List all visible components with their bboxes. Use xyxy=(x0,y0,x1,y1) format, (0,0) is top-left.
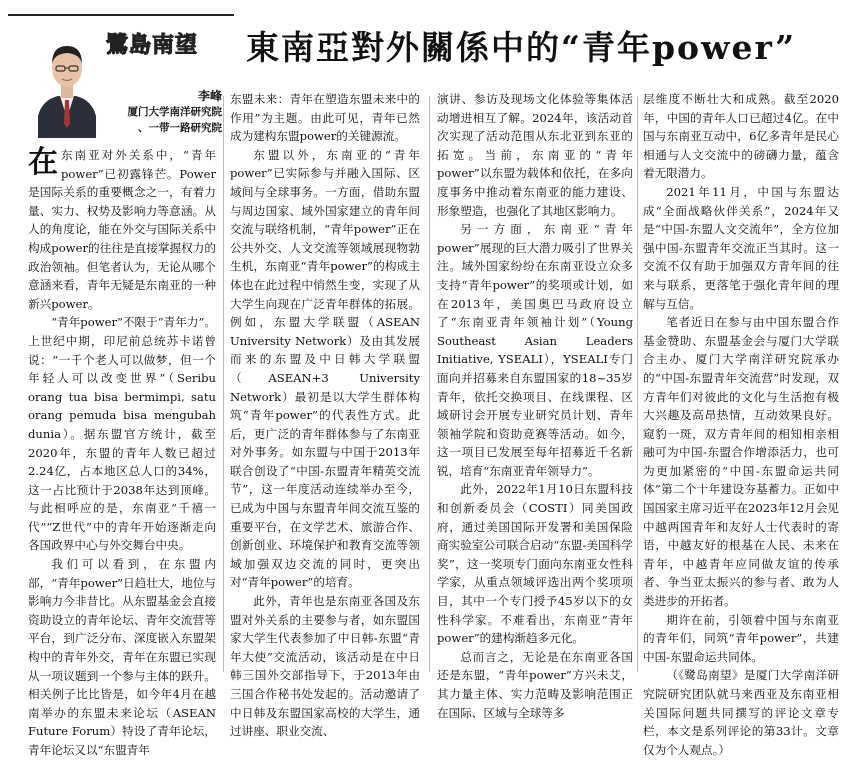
author-affiliation-2: 、一带一路研究院 xyxy=(138,122,222,134)
paragraph: 另一方面，东南亚“青年power”展现的巨大潜力吸引了世界关注。域外国家纷纷在东南亚设立众多支持“青年power”的奖项或计划，如在2013年，美国奥巴马政府设立了“东南亚青年领袖计划”（Young Southeast Asian Leaders Initiative, YSEALI），YSEALI专门面向并招募来自东盟国家的18~35岁青年，依托交换项目、在线课程、区域研讨会开展专业研究员计划、青年领袖学院和资助竞赛等活动。如今，这一项目已发展至每年招募近千名新锐，培育“东南亚青年领导力”。 xyxy=(437,222,633,478)
author-photo xyxy=(36,28,98,138)
paragraph: 此外，青年也是东南亚各国及东盟对外关系的主要参与者，如东盟国家大学生代表参加了中日韩-东盟“青年大使”交流活动，该活动是在中日韩三国外交部指导下，于2013年由三国合作秘书处发起的。活动邀请了中日韩及东盟国家高校的大学生，通过讲座、职业交流、 xyxy=(230,594,420,739)
drop-cap: 在 xyxy=(28,145,58,180)
paragraph: 东盟以外，东南亚的“青年power”已实际参与并融入国际、区域间与全球事务。一方面，借助东盟与周边国家、域外国家建立的青年间交流与联络机制，“青年power”正在公共外交、人文交流等领域展现物勃生机，东南亚“青年power”的构成主体也在此过程中悄然生变，实现了从大学生向现在广泛青年群体的拓展。例如，东盟大学联盟（ASEAN University Network）及由其发展而来的东盟及中日韩大学联盟（ASEAN+3 University Network）最初是以大学生群体构筑“青年power”的代表性方式。此后，更广泛的青年群体参与了东南亚对外事务。如东盟与中国于2013年联合创设了“中国-东盟青年精英交流节”，这一年度活动连续举办至今，已成为中国与东盟青年间交流互鉴的重要平台，在文学艺术、旅游合作、创新创业、环境保护和教育交流等领域加强双边交流的同时，更突出对“青年power”的培育。 xyxy=(230,147,420,590)
column-divider xyxy=(637,96,638,672)
paragraph: 层维度不断壮大和成熟。截至2020年，中国的青年人口已超过4亿。在中国与东南亚互动中，6亿多青年是民心相通与人文交流中的磅礴力量，蕴含着无限潜力。 xyxy=(643,92,839,181)
article-column-4 xyxy=(643,90,839,757)
paragraph: 我们可以看到，在东盟内部，“青年power”日趋壮大，地位与影响力今非昔比。从东盟基金会直接资助设立的青年论坛、青年交流营等平台，到广泛分布、深度嵌入东盟架构中的青年外交，青年在东盟已实现从一项议题到一个参与主体的跃升。相关例子比比皆是，如今年4月在越南举办的东盟未来论坛（ASEAN Future Forum）特设了青年论坛，青年论坛又以“东盟青年 xyxy=(28,557,216,757)
author-affiliation-1: 厦门大学南洋研究院 xyxy=(127,106,222,118)
column-divider xyxy=(223,96,224,672)
column-tag-text: 鷺島南望 xyxy=(106,33,199,58)
paragraph: 笔者近日在参与由中国东盟合作基金赞助、东盟基金会与厦门大学联合主办、厦门大学南洋研究院承办的“中国-东盟青年交流营”时发现，双方青年们对彼此的文化与生活抱有极大兴趣及高昂热情，互动效果良好。窥豹一斑，双方青年间的相知相亲相融可为中国-东盟合作增添活力，也可为更加紧密的“中国-东盟命运共同体”第二个十年建设夯基蓄力。正如中国国家主席习近平在2023年12月会见中越两国青年和友好人士代表时的寄语，中越友好的根基在人民、未来在青年，中越青年应同做友谊的传承者、争当亚太振兴的参与者、敢为人类进步的开拓者。 xyxy=(643,315,839,609)
column-divider xyxy=(429,96,430,672)
paragraph: 此外，2022年1月10日东盟科技和创新委员会（COSTI）同美国政府，通过美国国际开发署和美国保险商实验室公司联合启动“东盟-美国科学奖”，这一奖项专门面向东南亚女性科学家，从重点领域评选出两个奖项项目，其中一个专门授予45岁以下的女性科学家。不难看出，东南亚“青年power”的建构渐趋多元化。 xyxy=(437,482,633,646)
article-header xyxy=(0,0,856,88)
paragraph: 2021年11月，中国与东盟达成“全面战略伙伴关系”，2024年又是“中国-东盟人文交流年”，全方位加强中国-东盟青年交流正当其时。这一交流不仅有助于加强双方青年间的往来与联系，更落笔于强化青年间的理解与互信。 xyxy=(643,184,839,311)
author-name: 李峰 xyxy=(197,89,222,103)
headline: 東南亞對外關係中的“青年power” xyxy=(246,28,797,67)
paragraph: （《鹭岛南望》是厦门大学南洋研究院研究团队就马来西亚及东南亚相关国际问题共同撰写的评论文章专栏，本文是系列评论的第33计。文章仅为个人观点。） xyxy=(643,668,839,757)
paragraph: 在东南亚对外关系中，“青年power”已初露锋芒。Power是国际关系的重要概念之一，有着力量、实力、权势及影响力等意涵。从人的角度论，能在外交与国际关系中构成power的往往是直接掌握权力的政治领袖。但笔者认为，无论从哪个意涵来看，青年无疑是东南亚的一种新兴power。 xyxy=(28,145,216,311)
paragraph: 演讲、参访及现场文化体验等集体活动增进相互了解。2024年，该活动首次实现了活动范围从东北亚到东亚的拓宽。当前，东南亚的“青年power”以东盟为载体和依托，在多向度事务中推动着东南亚的能力建设、形象塑造，也强化了其地区影响力。 xyxy=(437,92,633,218)
article-column-1 xyxy=(28,145,216,757)
author-block xyxy=(96,88,222,136)
paragraph: 东盟未来：青年在塑造东盟未来中的作用”为主题。由此可见，青年已然成为建构东盟power的关键源流。 xyxy=(230,92,420,144)
paragraph: “青年power”不限于“青年力”。上世纪中期，印尼前总统苏卡诺曾说：“一千个老人可以做梦，但一个年轻人可以改变世界”（Seribu orang tua bisa bermimpi, satu orang pemuda bisa mengubah dunia）。据东盟官方统计，截至2020年，东盟的青年人数已超过2.24亿，占本地区总人口的34%，这一占比预计于2038年达到顶峰。与此相呼应的是，东南亚“千禧一代”“Z世代”中的青年开始逐渐走向各国政界中心与外交舞台中央。 xyxy=(28,315,216,553)
article-column-3 xyxy=(437,90,633,720)
paragraph: 总而言之，无论是在东南亚各国还是东盟，“青年power”方兴未艾，其力量主体、实力范畴及影响范围正在国际、区域与全球等多 xyxy=(437,649,633,720)
paragraph: 期许在前，引领着中国与东南亚的青年们，同筑“青年power”，共建中国-东盟命运共同体。 xyxy=(643,612,839,664)
article-column-2 xyxy=(230,90,420,739)
